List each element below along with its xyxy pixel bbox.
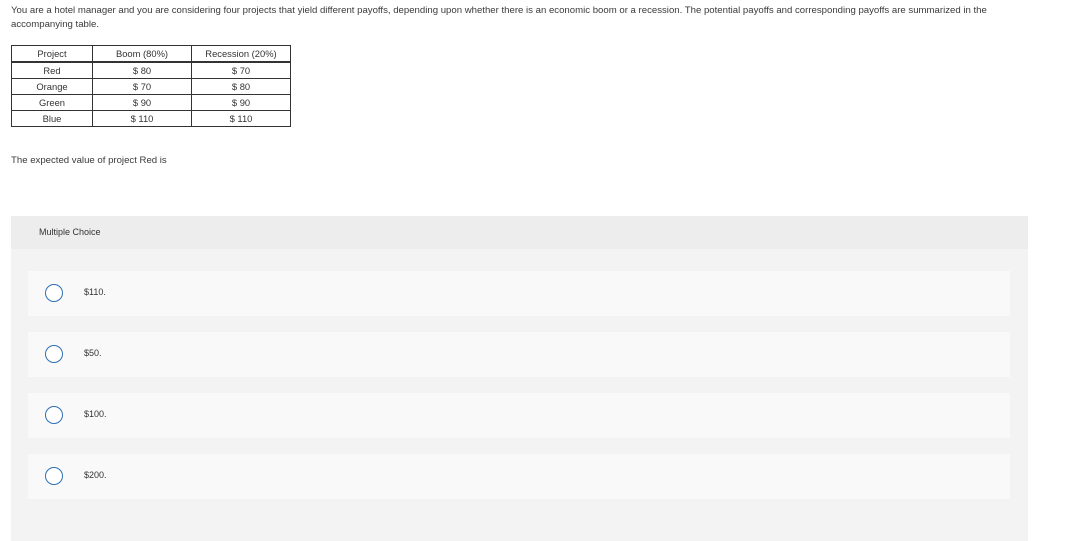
- payoff-table: [11, 45, 291, 127]
- boom-cell: $ 90: [93, 95, 192, 111]
- table-row: [12, 62, 291, 79]
- multiple-choice-panel: [11, 216, 1028, 541]
- table-row: [12, 111, 291, 127]
- project-cell: Blue: [12, 111, 93, 127]
- recession-cell: $ 80: [192, 79, 291, 95]
- recession-cell: $ 90: [192, 95, 291, 111]
- recession-cell: $ 110: [192, 111, 291, 127]
- radio-button[interactable]: [45, 467, 63, 485]
- table-row: [12, 79, 291, 95]
- question-prompt: The expected value of project Red is: [11, 155, 167, 166]
- answer-option-2[interactable]: [28, 332, 1010, 377]
- multiple-choice-label: Multiple Choice: [39, 227, 101, 237]
- table-header-row: [12, 46, 291, 63]
- header-recession: Recession (20%): [192, 46, 291, 63]
- header-project: Project: [12, 46, 93, 63]
- answer-label: $110.: [84, 287, 106, 297]
- table-row: [12, 95, 291, 111]
- project-cell: Green: [12, 95, 93, 111]
- boom-cell: $ 80: [93, 62, 192, 79]
- answer-label: $200.: [84, 470, 107, 480]
- radio-button[interactable]: [45, 345, 63, 363]
- answer-label: $100.: [84, 409, 107, 419]
- boom-cell: $ 110: [93, 111, 192, 127]
- boom-cell: $ 70: [93, 79, 192, 95]
- project-cell: Red: [12, 62, 93, 79]
- question-text: You are a hotel manager and you are considering four projects that yield different payoffs, depending upon whether there is an economic boom or a recession. The potential payoffs and corresponding payoffs are summarized in the accompanying table.: [11, 5, 987, 30]
- answer-label: $50.: [84, 348, 102, 358]
- header-boom: Boom (80%): [93, 46, 192, 63]
- answer-option-3[interactable]: [28, 393, 1010, 438]
- recession-cell: $ 70: [192, 62, 291, 79]
- project-cell: Orange: [12, 79, 93, 95]
- answer-option-4[interactable]: [28, 454, 1010, 499]
- radio-button[interactable]: [45, 406, 63, 424]
- answer-option-1[interactable]: [28, 271, 1010, 316]
- radio-button[interactable]: [45, 284, 63, 302]
- multiple-choice-header: [11, 216, 1028, 249]
